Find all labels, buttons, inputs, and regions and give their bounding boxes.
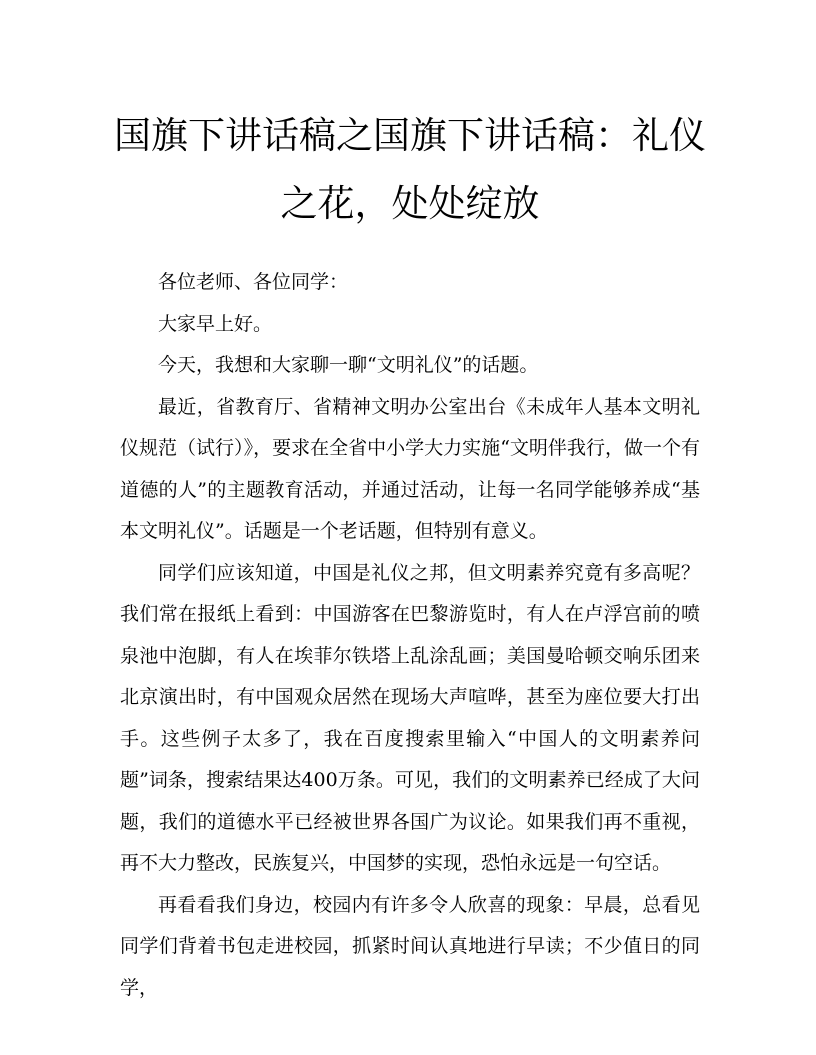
paragraph-civility-problem: 同学们应该知道，中国是礼仪之邦，但文明素养究竟有多高呢？我们常在报纸上看到：中国游客在巴黎游览时，有人在卢浮宫前的喷泉池中泡脚，有人在埃菲尔铁塔上乱涂乱画；美国曼哈顿交响乐团来北京演出时，有中国观众居然在现场大声喧哗，甚至为座位要大打出手。这些例子太多了，我在百度搜索里输入“中国人的文明素养问题”词条，搜索结果达400万条。可见，我们的文明素养已经成了大问题，我们的道德水平已经被世界各国广为议论。如果我们再不重视，再不大力整改，民族复兴，中国梦的实现，恐怕永远是一句空话。	[120, 561, 700, 874]
paragraph-good-morning: 大家早上好。	[158, 312, 273, 335]
paragraph-greeting: 各位老师、各位同学：	[158, 271, 349, 293]
document-title: 国旗下讲话稿之国旗下讲话稿：礼仪之花，处处绽放	[114, 114, 706, 225]
paragraph-regulation: 最近，省教育厅、省精神文明办公室出台《未成年人基本文明礼仪规范（试行）》，要求在全省中小学大力实施“文明伴我行，做一个有道德的人”的主题教育活动，并通过活动，让每一名同学能够养成“基本文明礼仪”。话题是一个老话题，但特别有意义。	[120, 395, 700, 542]
paragraph-campus: 再看看我们身边，校园内有许多令人欣喜的现象：早晨，总看见同学们背着书包走进校园，抓紧时间认真地进行早读；不少值日的同学，	[120, 893, 700, 999]
paragraph-topic: 今天，我想和大家聊一聊“文明礼仪”的话题。	[158, 354, 539, 376]
document-body	[120, 262, 700, 1009]
